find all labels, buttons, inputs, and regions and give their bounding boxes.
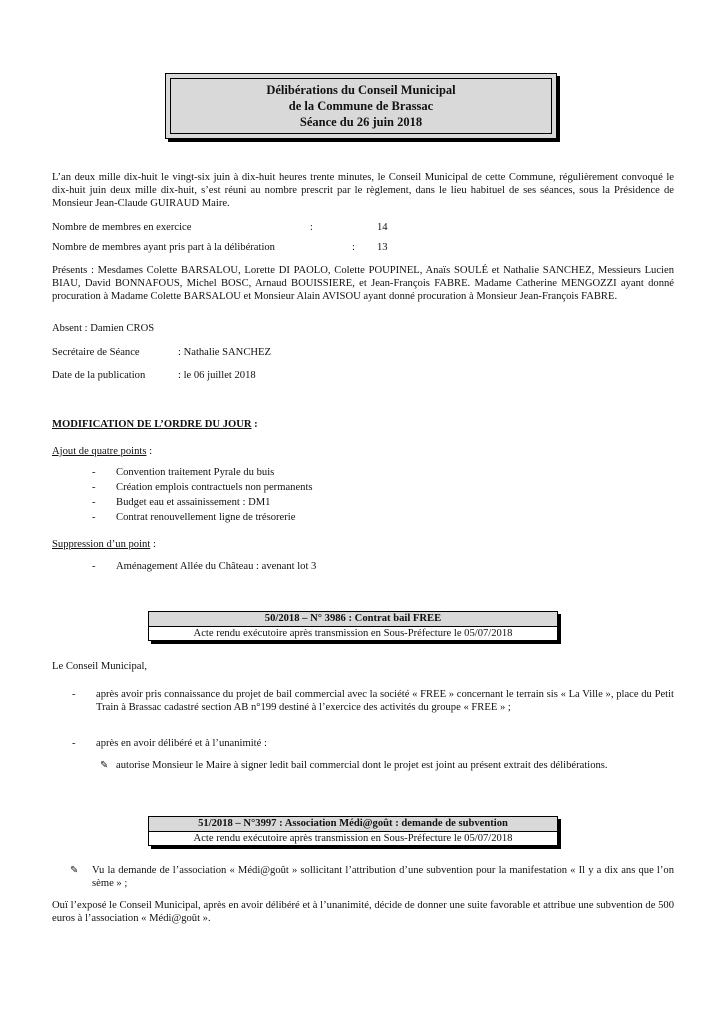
title-line-1: Délibérations du Conseil Municipal xyxy=(266,83,456,97)
members-in-office-label: Nombre de membres en exercice xyxy=(52,222,192,233)
secretary-label: Secrétaire de Séance xyxy=(52,347,140,358)
deliberation-50-point-2-text: après en avoir délibéré et à l’unanimité : xyxy=(96,738,267,749)
agenda-heading: MODIFICATION DE L’ORDRE DU JOUR xyxy=(52,419,252,430)
title-inner xyxy=(170,78,552,134)
title-line-2: de la Commune de Brassac xyxy=(288,99,434,113)
added-points-suffix: : xyxy=(146,446,153,457)
deliberation-50-decision-text: autorise Monsieur le Maire à signer ledit bail commercial dont le projet est joint au présent extrait des délibérations. xyxy=(116,760,608,771)
deliberation-50-box xyxy=(148,611,558,641)
list-item: - Contrat renouvellement ligne de trésorerie xyxy=(92,511,313,526)
members-participating-label: Nombre de membres ayant pris part à la délibération xyxy=(52,242,275,253)
deliberation-50-point-2 xyxy=(52,737,674,751)
dash-mark: - xyxy=(72,689,76,700)
deliberation-51-decision: Ouï l’exposé le Conseil Municipal, après en avoir délibéré et à l’unanimité, décide de donner une suite favorable et attribue une subvention de 500 euros à l’association « Médi@goût ». xyxy=(52,900,674,924)
list-item: - Création emplois contractuels non permanents xyxy=(92,481,313,496)
council-text: Le Conseil Municipal, xyxy=(52,661,148,672)
intro-paragraph: L’an deux mille dix-huit le vingt-six juin à dix-huit heures trente minutes, le Conseil Municipal de cette Commune, régulièrement convoqué le dix-huit juin deux mille dix-huit, s’est réuni au nombre prescrit par le règlement, dans le lieu habituel de ses séances, sous la Présidence de Monsieur Jean-Claude GUIRAUD Maire. xyxy=(52,172,674,209)
secretary-value: : Nathalie SANCHEZ xyxy=(178,347,271,358)
deliberation-51-considering-text: Vu la demande de l’association « Médi@goût » sollicitant l’attribution d’une subvention pour la manifestation « Il y a dix ans que l’on sème » ; xyxy=(92,865,674,889)
list-item: - Aménagement Allée du Château : avenant lot 3 xyxy=(92,560,316,575)
removed-point-label-row xyxy=(52,538,156,551)
presents-paragraph: Présents : Mesdames Colette BARSALOU, Lorette DI PAOLO, Colette POUPINEL, Anaïs SOULÉ et Nathalie SANCHEZ, Messieurs Lucien BIAU, David BONNAFOUS, Michel BOSC, Arnaud BOUISSIERE, et Jean-François FABRE. Madame Catherine MENGOZZI ayant donné procuration à Madame Colette BARSALOU et Monsieur Alain AVISOU ayant donné procuration à Monsieur Jean-François FABRE. xyxy=(52,265,674,302)
added-points-label-row xyxy=(52,445,152,458)
deliberation-50-decision xyxy=(100,759,674,787)
added-points-label: Ajout de quatre points xyxy=(52,446,147,457)
pen-mark-icon: ✎ xyxy=(100,760,109,771)
deliberation-51-box xyxy=(148,816,558,846)
removed-point-suffix: : xyxy=(150,539,156,550)
members-in-office-colon: : xyxy=(310,222,313,233)
agenda-heading-row xyxy=(52,418,258,431)
list-item: - Budget eau et assainissement : DM1 xyxy=(92,496,313,511)
agenda-heading-suffix: : xyxy=(251,419,258,430)
removed-points-list xyxy=(92,560,316,575)
title-line-3: Séance du 26 juin 2018 xyxy=(299,115,423,129)
deliberation-51-title: 51/2018 – N°3997 : Association Médi@goût : demande de subvention xyxy=(149,817,557,832)
members-participating-value: 13 xyxy=(377,242,388,253)
pen-mark-icon: ✎ xyxy=(70,865,79,876)
members-participating-colon: : xyxy=(352,242,355,253)
list-item: - Convention traitement Pyrale du buis xyxy=(92,466,313,481)
deliberation-51-considering xyxy=(70,864,674,892)
removed-point-label: Suppression d’un point xyxy=(52,539,151,550)
deliberation-50-point-1-text: après avoir pris connaissance du projet de bail commercial avec la société « FREE » concernant le terrain sis « La Ville », place du Petit Train à Brassac cadastré section AB n°199 destiné à l’exercice des activités du groupe « FREE » ; xyxy=(96,689,674,713)
deliberation-50-subtitle: Acte rendu exécutoire après transmission en Sous-Préfecture le 05/07/2018 xyxy=(193,628,513,639)
added-points-list xyxy=(92,466,313,526)
dash-mark: - xyxy=(72,738,76,749)
title-box xyxy=(165,73,557,139)
publication-label: Date de la publication xyxy=(52,370,146,381)
deliberation-51-subtitle: Acte rendu exécutoire après transmission en Sous-Préfecture le 05/07/2018 xyxy=(193,833,513,844)
members-in-office-value: 14 xyxy=(377,222,388,233)
deliberation-50-point-1 xyxy=(52,688,674,728)
absent-text: Absent : Damien CROS xyxy=(52,323,155,334)
deliberation-50-title: 50/2018 – N° 3986 : Contrat bail FREE xyxy=(149,612,557,627)
publication-value: : le 06 juillet 2018 xyxy=(178,370,256,381)
